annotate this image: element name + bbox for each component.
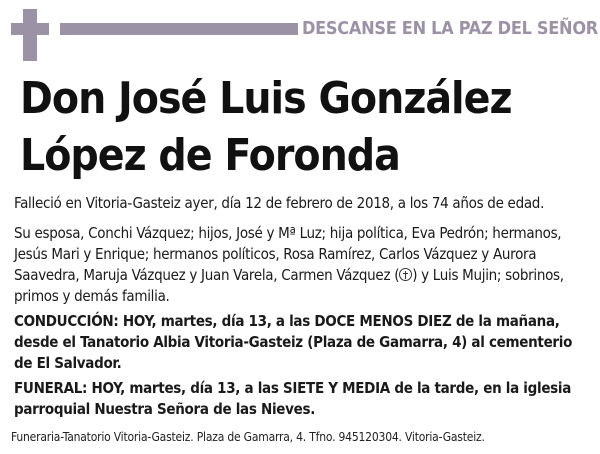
latin-cross-icon xyxy=(11,9,49,61)
deceased-name-line-1: Don José Luis González xyxy=(20,73,512,124)
deceased-name-line-2: López de Foronda xyxy=(20,130,400,181)
footer-funeral-home: Funeraria-Tanatorio Vitoria-Gasteiz. Plaza de Gamarra, 4. Tfno. 945120304. Vitoria-Gasteiz. xyxy=(11,430,485,444)
deceased-name xyxy=(20,70,595,184)
family-text-end: ) y Luis Mujin; sobrinos, primos y demás familia. xyxy=(14,266,564,305)
death-notice: Falleció en Vitoria-Gasteiz ayer, día 12 de febrero de 2018, a los 74 años de edad. xyxy=(14,194,545,212)
family-paragraph xyxy=(14,223,589,307)
family-text-start: Su esposa, Conchi Vázquez; hijos, José y Mª Luz; hija política, Eva Pedrón; hermanos, Jesús Mari y Enrique; hermanos políticos, Rosa Ramírez, Carlos Vázquez y Aurora Saavedra, Maruja Vázquez y Juan Varela, Carmen Vázquez ( xyxy=(14,224,562,284)
conduccion-paragraph: CONDUCCIÓN: HOY, martes, día 13, a las DOCE MENOS DIEZ de la mañana, desde el Tanatorio Albia Vitoria-Gasteiz (Plaza de Gamarra, 4) al cementerio de El Salvador. xyxy=(14,312,573,372)
funeral-paragraph: FUNERAL: HOY, martes, día 13, a las SIETE Y MEDIA de la tarde, en la iglesia parroquial Nuestra Señora de las Nieves. xyxy=(14,379,572,418)
circled-cross-icon xyxy=(399,268,412,281)
header-title: DESCANSE EN LA PAZ DEL SEÑOR xyxy=(302,18,598,39)
header-rule xyxy=(60,23,298,35)
